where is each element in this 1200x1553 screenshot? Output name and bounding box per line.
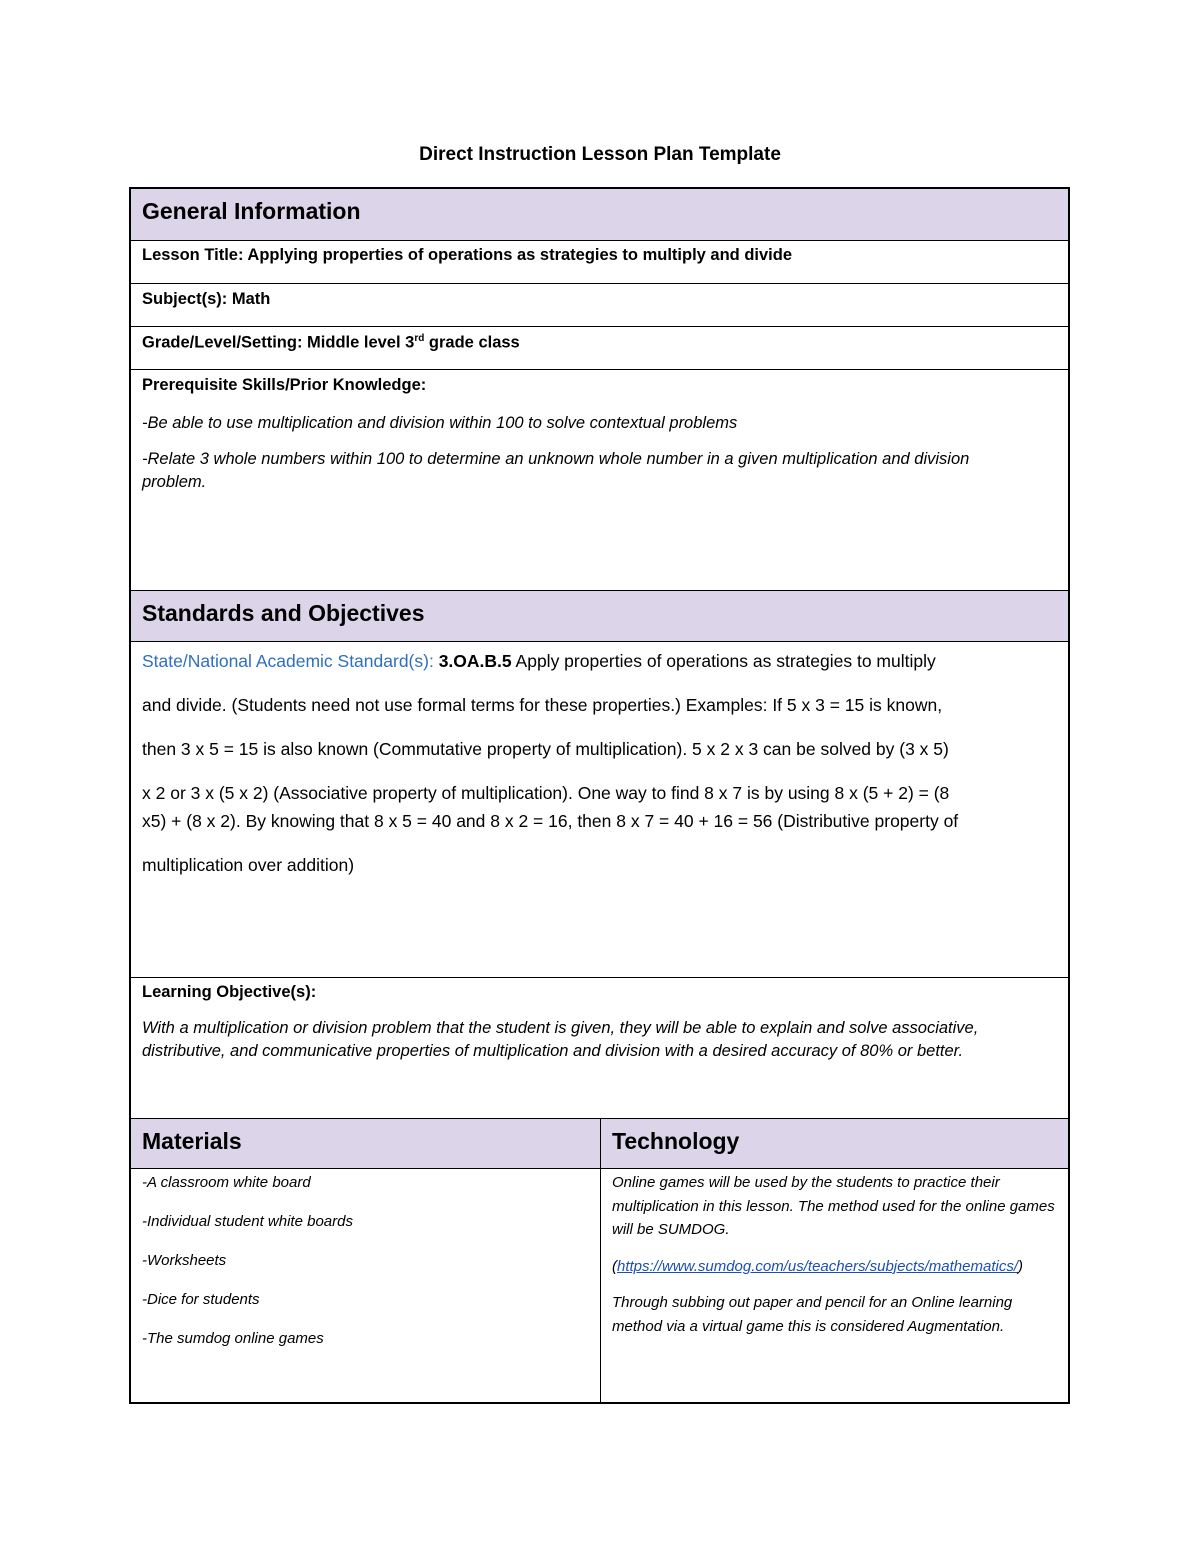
materials-list [131,1169,600,1402]
general-information-header [131,189,1068,240]
learning-objective-row [131,977,1068,1118]
materials-item: -Worksheets [142,1252,227,1269]
prerequisite-item-2: -Relate 3 whole numbers within 100 to determine an unknown whole number in a given multiplication and division problem. [142,450,970,491]
materials-technology-row [131,1168,1068,1402]
lesson-plan-table [129,187,1070,1404]
technology-link-line: (https://www.sumdog.com/us/teachers/subjects/mathematics/) [612,1257,1023,1275]
document-title: Direct Instruction Lesson Plan Template [419,144,781,165]
prerequisite-label: Prerequisite Skills/Prior Knowledge: [142,376,427,394]
standard-code: 3.OA.B.5 [433,651,512,671]
academic-standards-text: State/National Academic Standard(s): 3.OA.B.5 Apply properties of operations as strategies to multiply and divide. (Students need not use formal terms for these properties.) Examples: If 5 x 3 = 15 is known, then 3 x 5 = 15 is also known (Commutative property of multiplication). 5 x 2 x 3 can be solved by (3 x 5) x 2 or 3 x (5 x 2) (Associative property of multiplication). One way to find 8 x 7 is by using 8 x (5 + 2) = (8 x5) + (8 x 2). By knowing that 8 x 5 = 40 and 8 x 2 = 16, then 8 x 7 = 40 + 16 = 56 (Distributive property of multiplication over addition) [142,651,959,875]
materials-item: -Dice for students [142,1291,260,1308]
prerequisite-item-1: -Be able to use multiplication and division within 100 to solve contextual problems [142,414,738,432]
learning-objective-label: Learning Objective(s): [142,983,317,1001]
academic-standards-row [131,641,1068,977]
materials-technology-header [131,1118,1068,1168]
standards-label: State/National Academic Standard(s): [142,651,434,671]
grade-level-setting: Grade/Level/Setting: Middle level 3rd grade class [142,333,520,352]
technology-heading: Technology [612,1128,740,1154]
general-information-heading: General Information [142,198,361,224]
subjects: Subject(s): Math [142,290,271,308]
prerequisite-row [131,369,1068,590]
technology-content [601,1169,1068,1402]
lesson-title-row [131,240,1068,283]
materials-heading: Materials [142,1128,242,1154]
sumdog-link[interactable]: https://www.sumdog.com/us/teachers/subjects/mathematics/ [617,1257,1018,1275]
grade-row [131,326,1068,369]
learning-objective-text: With a multiplication or division problem that the student is given, they will be able to explain and solve associative, distributive, and communicative properties of multiplication and division with a desired accuracy of 80% or better. [142,1019,979,1060]
standards-objectives-header [131,590,1068,641]
materials-item: -A classroom white board [142,1174,311,1191]
standards-objectives-heading: Standards and Objectives [142,600,425,626]
materials-item: -The sumdog online games [142,1330,324,1347]
technology-augmentation-note: Through subbing out paper and pencil for an Online learning method via a virtual game this is considered Augmentation. [612,1294,1013,1335]
subjects-row [131,283,1068,326]
lesson-title: Lesson Title: Applying properties of operations as strategies to multiply and divide [142,246,793,264]
technology-description: Online games will be used by the students to practice their multiplication in this lesson. The method used for the online games will be SUMDOG. [612,1174,1055,1238]
materials-item: -Individual student white boards [142,1213,353,1230]
